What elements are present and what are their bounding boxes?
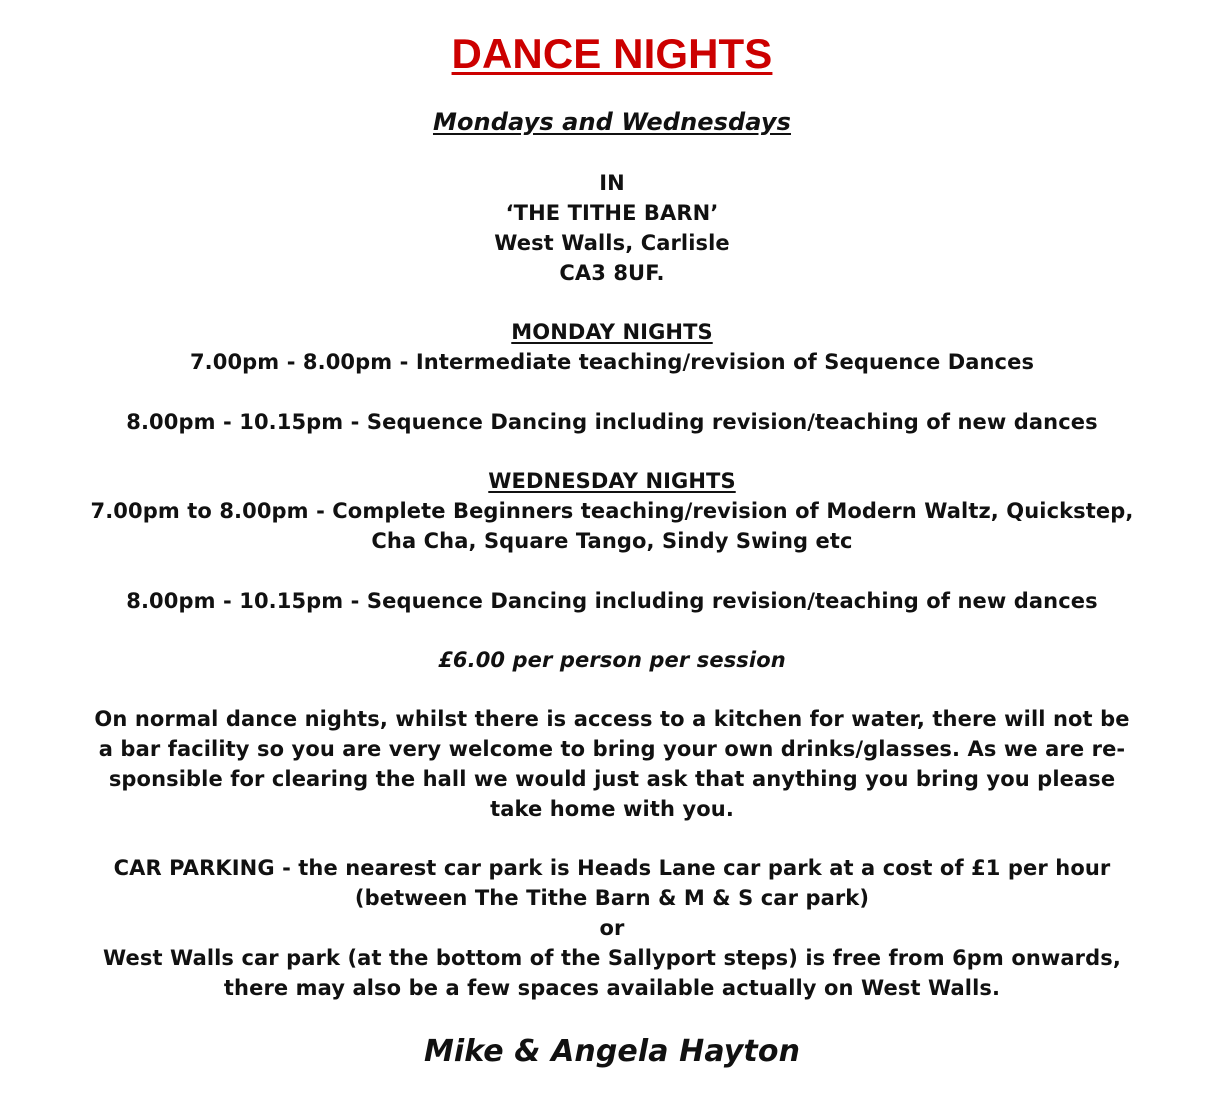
drinks-notice-line: On normal dance nights, whilst there is access to a kitchen for water, there will not be — [94, 707, 1130, 731]
venue-name: ‘THE TITHE BARN’ — [505, 201, 719, 225]
signature: Mike & Angela Hayton — [423, 1034, 801, 1069]
drinks-notice-line: take home with you. — [490, 797, 734, 821]
drinks-notice-line: sponsible for clearing the hall we would just ask that anything you bring you please — [108, 767, 1116, 791]
monday-heading: MONDAY NIGHTS — [511, 320, 713, 344]
parking-line: (between The Tithe Barn & M & S car park) — [354, 886, 870, 910]
wednesday-heading: WEDNESDAY NIGHTS — [488, 469, 736, 493]
parking-line: or — [599, 916, 625, 940]
parking-line: West Walls car park (at the bottom of the Sallyport steps) is free from 6pm onwards, — [103, 946, 1121, 970]
wednesday-session-1-line-1: 7.00pm to 8.00pm - Complete Beginners teaching/revision of Modern Waltz, Quickstep, — [90, 499, 1134, 523]
page-title: DANCE NIGHTS — [451, 30, 773, 77]
drinks-notice-line: a bar facility so you are very welcome to bring your own drinks/glasses. As we are re- — [98, 737, 1126, 761]
wednesday-session-1-line-2: Cha Cha, Square Tango, Sindy Swing etc — [371, 529, 853, 553]
parking-line: there may also be a few spaces available actually on West Walls. — [223, 976, 1001, 1000]
page-subtitle: Mondays and Wednesdays — [432, 108, 791, 136]
parking-line: CAR PARKING - the nearest car park is Heads Lane car park at a cost of £1 per hour — [113, 856, 1111, 880]
monday-session-2: 8.00pm - 10.15pm - Sequence Dancing including revision/teaching of new dances — [126, 410, 1098, 434]
venue-postcode: CA3 8UF. — [559, 261, 665, 285]
venue-in: IN — [599, 171, 625, 195]
monday-session-1: 7.00pm - 8.00pm - Intermediate teaching/revision of Sequence Dances — [189, 350, 1035, 374]
wednesday-session-2: 8.00pm - 10.15pm - Sequence Dancing including revision/teaching of new dances — [126, 589, 1098, 613]
venue-street: West Walls, Carlisle — [494, 231, 730, 255]
price-text: £6.00 per person per session — [438, 648, 786, 672]
